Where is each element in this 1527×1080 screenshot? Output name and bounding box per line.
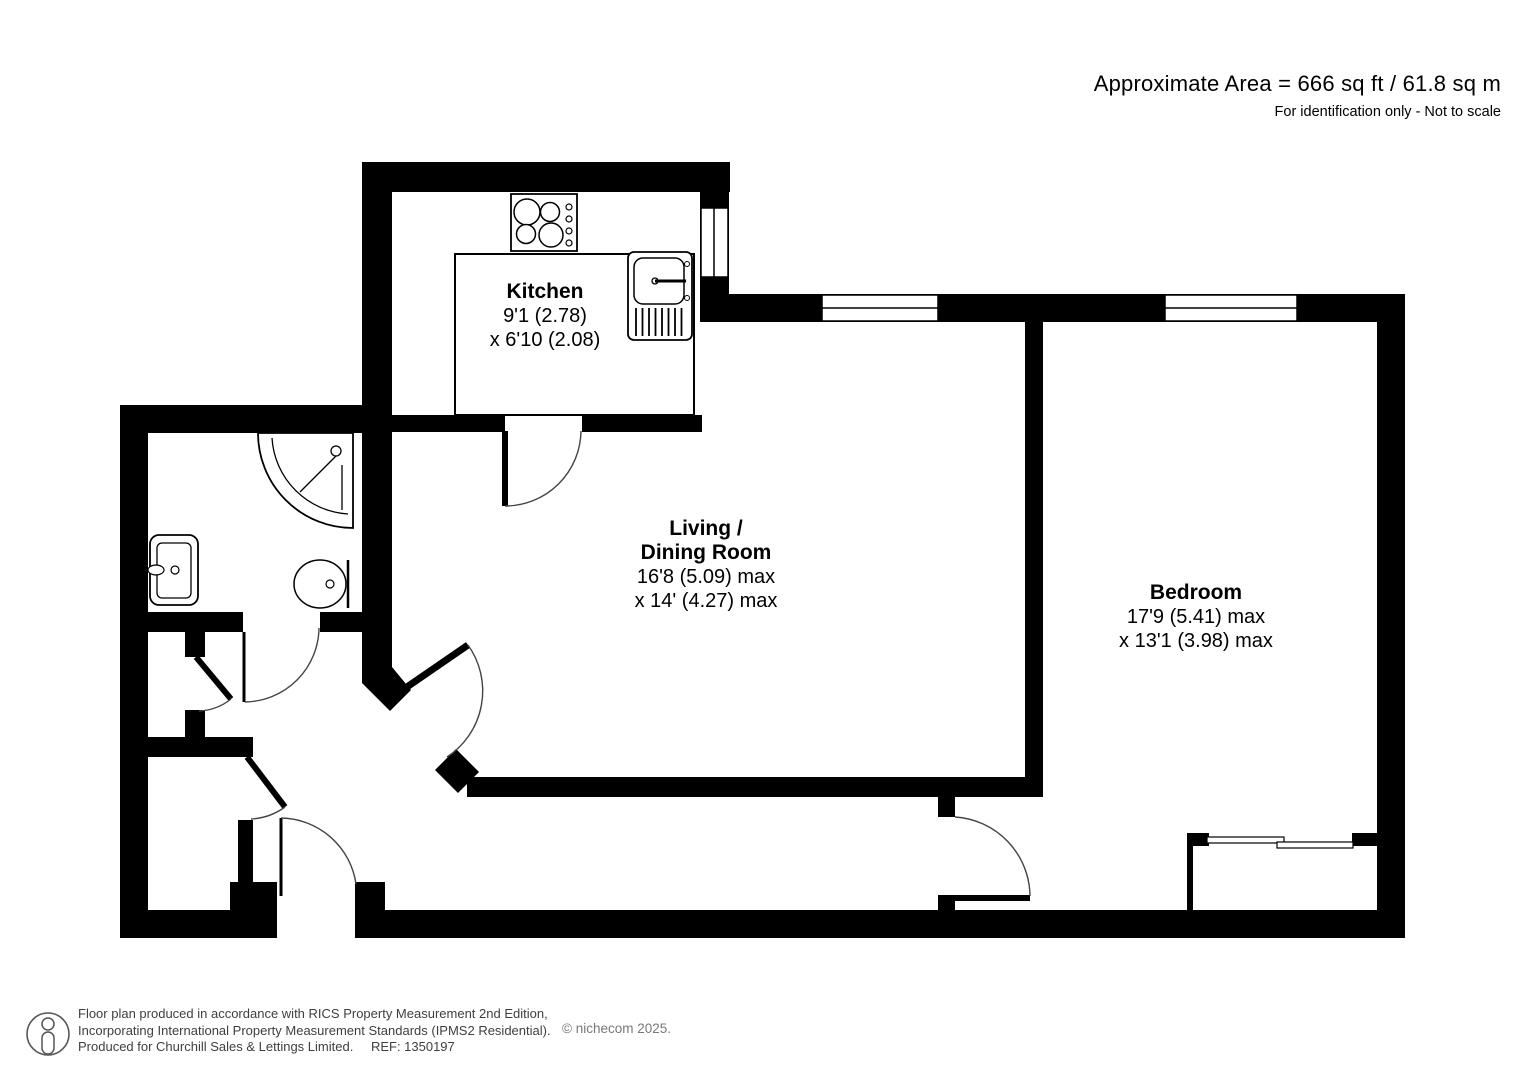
wall-closet-jamb-top — [185, 632, 205, 657]
wall-bottom — [355, 910, 1405, 938]
wall-bottom-left — [120, 910, 277, 938]
room-dimensions: 16'8 (5.09) max — [636, 566, 776, 588]
room-dimensions: 17'9 (5.41) max — [1126, 606, 1266, 628]
wall-wardrobe-stub-right — [1352, 833, 1377, 846]
bedroom-label — [1071, 581, 1321, 653]
wall-chamfer-hall — [362, 667, 411, 711]
wall-living-bottom — [467, 777, 1043, 797]
wall-left — [120, 405, 148, 938]
door-front-entrance — [281, 818, 356, 896]
living-dining-label — [581, 517, 831, 613]
nichecom-copyright: © nichecom 2025. — [562, 1021, 672, 1036]
kitchen-label — [420, 280, 670, 352]
room-name: Dining Room — [640, 541, 772, 564]
wall-bathroom-bottom-right — [320, 612, 392, 632]
wall-bedroom-door-jamb-top — [938, 797, 955, 817]
footer-line3 — [78, 1039, 551, 1056]
wall-bathroom-top — [120, 405, 392, 433]
room-name: Bedroom — [1149, 581, 1243, 604]
wall-main-top — [700, 294, 1405, 322]
door-entry-closet — [247, 757, 285, 819]
produced-for-text: Produced for Churchill Sales & Lettings Limited. — [78, 1039, 354, 1054]
room-name: Living / — [669, 517, 743, 540]
wardrobe-bedroom — [1190, 837, 1353, 910]
wall-right — [1377, 294, 1405, 938]
window-kitchen — [701, 208, 728, 277]
door-living-room — [404, 645, 483, 757]
basin-icon — [148, 535, 198, 605]
room-name: Kitchen — [506, 280, 584, 303]
approximate-area-text: Approximate Area = 666 sq ft / 61.8 sq m — [1093, 71, 1501, 96]
person-icon — [25, 1010, 71, 1058]
hob-icon — [511, 194, 577, 251]
identification-disclaimer: For identification only - Not to scale — [1274, 104, 1501, 120]
wall-frontdoor-jamb — [355, 882, 385, 912]
window-bedroom — [1165, 295, 1297, 321]
wall-closet-jamb-bottom — [185, 710, 205, 737]
room-dimensions: x 6'10 (2.08) — [489, 329, 601, 351]
reference-number: REF: 1350197 — [370, 1039, 455, 1054]
shower-icon — [258, 433, 353, 528]
room-dimensions: x 14' (4.27) max — [634, 590, 778, 612]
wall-kitchen-top — [362, 162, 730, 192]
door-hall-closet — [196, 657, 231, 711]
wall-bedroom-door-jamb-bottom — [938, 895, 955, 912]
wall-closet-divider — [147, 737, 253, 757]
footer-disclaimer — [78, 1006, 551, 1056]
footer-line2: Incorporating International Property Measurement Standards (IPMS2 Residential). — [78, 1022, 551, 1038]
wall-kitchen-bottom-right — [582, 415, 702, 432]
wall-kitchen-bottom-left — [392, 415, 505, 432]
wall-entry-corner — [230, 882, 277, 912]
room-dimensions: 9'1 (2.78) — [503, 305, 587, 327]
wardrobe-sliding-door — [1277, 842, 1353, 848]
door-bathroom — [244, 628, 319, 702]
footer-line1: Floor plan produced in accordance with RICS Property Measurement 2nd Edition, — [78, 1006, 548, 1021]
room-dimensions: x 13'1 (3.98) max — [1119, 630, 1273, 652]
wall-living-bedroom-divider — [1025, 322, 1043, 780]
wall-bathroom-bottom-left — [147, 612, 243, 632]
window-living — [822, 295, 938, 321]
header — [1094, 71, 1501, 120]
wardrobe-sliding-door — [1207, 837, 1284, 843]
door-bedroom — [954, 817, 1030, 898]
toilet-icon — [294, 560, 348, 608]
door-kitchen — [505, 431, 581, 506]
